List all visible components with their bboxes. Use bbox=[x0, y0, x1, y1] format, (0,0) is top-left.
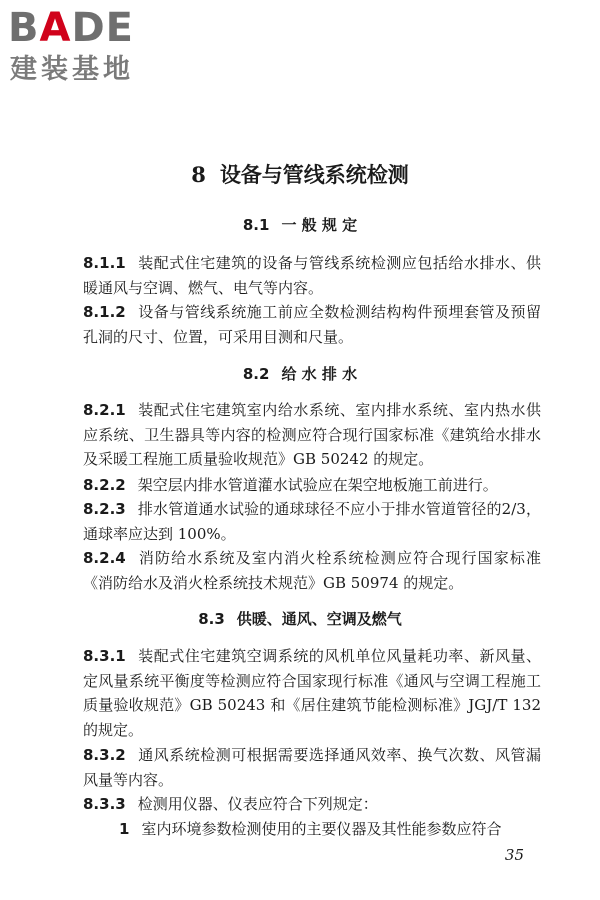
chapter-number: 8 bbox=[191, 162, 206, 187]
clause bbox=[83, 792, 541, 817]
clause-text: 检测用仪器、仪表应符合下列规定： bbox=[137, 795, 378, 813]
item-number: 1 bbox=[119, 820, 130, 838]
section-title bbox=[0, 363, 600, 385]
page-number: 35 bbox=[504, 846, 524, 864]
clause bbox=[83, 497, 541, 546]
section-title-text: 给 水 排 水 bbox=[281, 365, 358, 383]
clause-number: 8.3.1 bbox=[83, 647, 126, 665]
chapter-title-text: 设备与管线系统检测 bbox=[219, 162, 409, 187]
chapter-title bbox=[0, 160, 600, 190]
clause bbox=[83, 473, 541, 498]
clause-number: 8.2.2 bbox=[83, 476, 126, 494]
clause-text: 装配式住宅建筑室内给水系统、室内排水系统、室内热水供应系统、卫生器具等内容的检测应符合现行国家标准《建筑给水排水及采暖工程施工质量验收规范》GB 50242 的规定。 bbox=[83, 401, 541, 469]
logo-accent-letter: A bbox=[39, 5, 72, 51]
clause bbox=[83, 398, 541, 472]
clause-text: 设备与管线系统施工前应全数检测结构构件预埋套管及预留孔洞的尺寸、位置，可采用目测和尺量。 bbox=[83, 303, 541, 346]
clause-number: 8.2.4 bbox=[83, 549, 126, 567]
clause-number: 8.3.3 bbox=[83, 795, 126, 813]
section-title-text: 供暖、通风、空调及燃气 bbox=[236, 610, 402, 628]
section-title bbox=[0, 214, 600, 236]
clause-text: 通风系统检测可根据需要选择通风效率、换气次数、风管漏风量等内容。 bbox=[83, 746, 541, 789]
clause bbox=[83, 251, 541, 300]
logo-subtitle: 建装基地 bbox=[10, 54, 134, 85]
clause-number: 8.2.3 bbox=[83, 500, 126, 518]
section-title bbox=[0, 608, 600, 630]
clause bbox=[83, 300, 541, 349]
clause bbox=[83, 546, 541, 595]
clause-text: 消防给水系统及室内消火栓系统检测应符合现行国家标准《消防给水及消火栓系统技术规范》GB 50974 的规定。 bbox=[83, 549, 541, 592]
clause-number: 8.3.2 bbox=[83, 746, 126, 764]
clause bbox=[83, 743, 541, 792]
section-number: 8.1 bbox=[242, 216, 270, 234]
logo-wordmark: BADE bbox=[8, 5, 134, 51]
list-item bbox=[83, 817, 541, 842]
clause-number: 8.2.1 bbox=[83, 401, 126, 419]
clause-number: 8.1.1 bbox=[83, 254, 126, 272]
clause-number: 8.1.2 bbox=[83, 303, 126, 321]
clause-text: 排水管道通水试验的通球球径不应小于排水管道管径的2/3，通球率应达到 100%。 bbox=[83, 500, 541, 543]
section-number: 8.2 bbox=[242, 365, 270, 383]
clause-text: 架空层内排水管道灌水试验应在架空地板施工前进行。 bbox=[137, 476, 498, 494]
section-number: 8.3 bbox=[198, 610, 225, 628]
section-title-text: 一 般 规 定 bbox=[281, 216, 358, 234]
clause-text: 装配式住宅建筑的设备与管线系统检测应包括给水排水、供暖通风与空调、燃气、电气等内容。 bbox=[83, 254, 541, 297]
logo bbox=[8, 6, 178, 88]
item-text: 室内环境参数检测使用的主要仪器及其性能参数应符合 bbox=[141, 820, 502, 838]
clause-text: 装配式住宅建筑空调系统的风机单位风量耗功率、新风量、定风量系统平衡度等检测应符合国家现行标准《通风与空调工程施工质量验收规范》GB 50243 和《居住建筑节能检测标准》JGJ/T 132 的规定。 bbox=[83, 647, 541, 740]
clause bbox=[83, 644, 541, 743]
